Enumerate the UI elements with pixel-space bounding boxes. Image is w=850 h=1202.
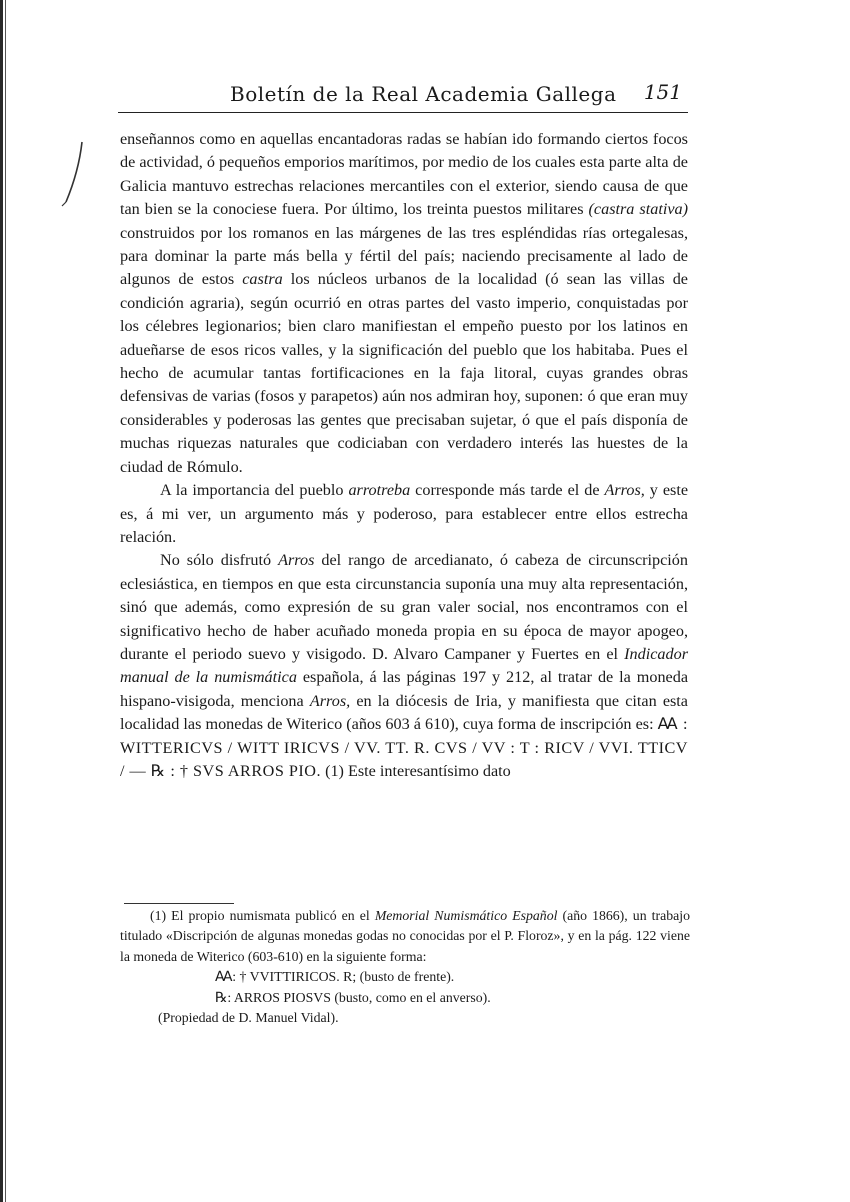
margin-pen-mark <box>58 140 88 210</box>
footnote <box>120 906 690 1028</box>
footnote-separator <box>124 903 234 904</box>
footnote-reverse: ℞: ARROS PIOSVS (busto, como en el anverso). <box>215 989 491 1005</box>
paragraph-1: enseñannos como en aquellas encantadoras radas se habían ido formando ciertos focos de actividad, ó pequeños emporios marítimos, por medio de los cuales esta parte alta de Galicia mantuvo estrechas relaciones mercantiles con el exterior, siendo causa de que tan bien se la conociese fuera. Por último, los treinta puestos militares (castra stativa) construidos por los romanos en las márgenes de las tres espléndidas rías ortegalesas, para dominar la parte más bella y fértil del país; naciendo precisamente al lado de algunos de estos castra los núcleos urbanos de la localidad (ó sean las villas de condición agraria), según ocurrió en otras partes del vasto imperio, conquistadas por los célebres legionarios; bien claro manifiestan el empeño puesto por los latinos en adueñarse de esos ricos valles, y la significación del pueblo que los habitaba. Pues el hecho de acumular tantas fortificaciones en la faja litoral, cuyas grandes obras defensivas de varias (fosos y parapetos) aún nos admiran hoy, suponen: ó que eran muy considerables y poderosas las gentes que precisaban sujetar, ó que el país disponía de muchas riquezas naturales que codiciaban con verdadero interés las huestes de la ciudad de Rómulo. <box>120 130 688 476</box>
footnote-obverse: Ꜳ: † VVITTIRICOS. R; (busto de frente). <box>215 969 455 985</box>
book-spine-edge <box>0 0 14 1202</box>
page-number: 151 <box>643 80 682 104</box>
running-title: Boletín de la Real Academia Gallega <box>230 82 617 106</box>
paragraph-3: No sólo disfrutó Arros del rango de arcedianato, ó cabeza de circunscripción eclesiástica, en tiempos en que esta circunstancia suponía una muy alta representación, sinó que además, como expresión de su gran valer social, nos encontramos con el significativo hecho de haber acuñado moneda propia en su época de mayor apogeo, durante el periodo suevo y visigodo. D. Alvaro Campaner y Fuertes en el Indicador manual de la numismática española, á las páginas 197 y 212, al tratar de la moneda hispano-visigoda, menciona Arros, en la diócesis de Iria, y manifiesta que citan esta localidad las monedas de Witerico (años 603 á 610), cuya forma de inscripción es: Ꜳ : WITTERICVS / WITT IRICVS / VV. TT. R. CVS / VV : T : RICV / VVI. TTICV / — ℞ : † SVS ARROS PIO. (1) Este interesantísimo dato <box>120 551 689 780</box>
footnote-owner: (Propiedad de D. Manuel Vidal). <box>158 1010 339 1026</box>
running-header <box>118 78 688 113</box>
paragraph-2: A la importancia del pueblo arrotreba corresponde más tarde el de Arros, y este es, á mi ver, un argumento más y poderoso, para establecer entre ellos estrecha relación. <box>120 481 688 546</box>
coin-inscription: Ꜳ : WITTERICVS / WITT IRICVS / VV. TT. R. CVS / VV : T : RICV / VVI. TTICV / — ℞ : † SVS ARROS PIO. <box>120 715 688 780</box>
body-text <box>120 128 688 783</box>
footnote-text: (1) El propio numismata publicó en el Memorial Numismático Español (año 1866), un trabajo titulado «Discripción de algunas monedas godas no conocidas por el P. Floroz», y en la pág. 122 viene la moneda de Witerico (603-610) en la siguiente forma: <box>120 908 690 964</box>
